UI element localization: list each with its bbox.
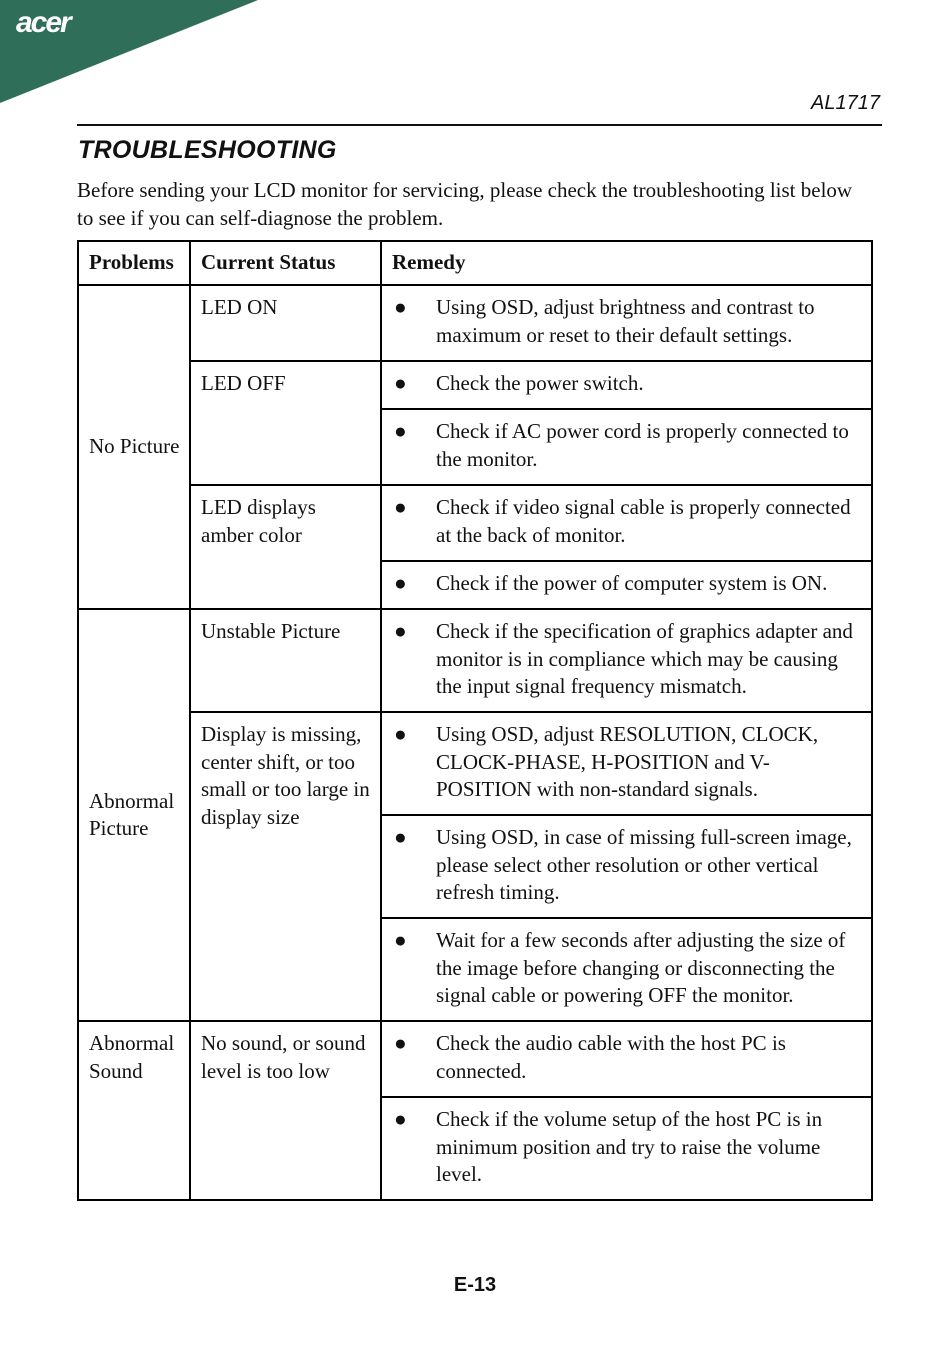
remedy-cell [381, 285, 872, 361]
troubleshooting-table [77, 240, 873, 1201]
page-number: E-13 [453, 1274, 497, 1296]
bullet-icon: ● [394, 295, 407, 319]
status-cell: LED OFF [190, 361, 381, 485]
remedy-text: Check the audio cable with the host PC is connected. [436, 1031, 786, 1083]
bullet-icon: ● [394, 495, 407, 519]
table-row [78, 609, 872, 712]
status-cell: LED displays amber color [190, 485, 381, 609]
remedy-cell [381, 485, 872, 561]
problem-cell: Abnormal Sound [78, 1021, 190, 1200]
remedy-text: Check the power switch. [436, 371, 644, 395]
bullet-icon: ● [394, 419, 407, 443]
intro-paragraph: Before sending your LCD monitor for servicing, please check the troubleshooting list below to see if you can self-diagnose the problem. [77, 178, 853, 230]
table-row [78, 361, 872, 409]
remedy-text: Wait for a few seconds after adjusting the size of the image before changing or disconnecting the signal cable or powering OFF the monitor. [436, 928, 846, 1007]
header-divider [77, 124, 882, 126]
bullet-icon: ● [394, 571, 407, 595]
status-cell: LED ON [190, 285, 381, 361]
status-cell: Display is missing, center shift, or too small or too large in display size [190, 712, 381, 1021]
bullet-icon: ● [394, 928, 407, 952]
remedy-text: Check if the power of computer system is ON. [436, 571, 828, 595]
acer-logo: acer [16, 6, 70, 39]
bullet-icon: ● [394, 722, 407, 746]
table-row [78, 712, 872, 815]
remedy-text: Using OSD, in case of missing full-screen image, please select other resolution or other vertical refresh timing. [436, 825, 852, 904]
remedy-text: Check if AC power cord is properly connected to the monitor. [436, 419, 849, 471]
table-row [78, 1021, 872, 1097]
remedy-cell [381, 712, 872, 815]
bullet-icon: ● [394, 1031, 407, 1055]
remedy-cell [381, 561, 872, 609]
model-number: AL1717 [811, 92, 880, 114]
remedy-cell [381, 1021, 872, 1097]
remedy-text: Check if video signal cable is properly connected at the back of monitor. [436, 495, 851, 547]
table-header-row [78, 241, 872, 285]
status-cell: Unstable Picture [190, 609, 381, 712]
remedy-text: Check if the volume setup of the host PC is in minimum position and try to raise the volume level. [436, 1107, 823, 1186]
remedy-cell [381, 609, 872, 712]
remedy-cell [381, 361, 872, 409]
bullet-icon: ● [394, 825, 407, 849]
problem-cell: No Picture [78, 285, 190, 609]
table-row [78, 485, 872, 561]
problem-cell: Abnormal Picture [78, 609, 190, 1021]
remedy-cell [381, 1097, 872, 1200]
header-current-status: Current Status [190, 241, 381, 285]
remedy-text: Using OSD, adjust brightness and contrast to maximum or reset to their default settings. [436, 295, 815, 347]
bullet-icon: ● [394, 1107, 407, 1131]
status-cell: No sound, or sound level is too low [190, 1021, 381, 1200]
remedy-text: Check if the specification of graphics adapter and monitor is in compliance which may be causing the input signal frequency mismatch. [436, 619, 853, 698]
remedy-cell [381, 409, 872, 485]
bullet-icon: ● [394, 371, 407, 395]
table-row [78, 285, 872, 361]
remedy-text: Using OSD, adjust RESOLUTION, CLOCK, CLOCK-PHASE, H-POSITION and V-POSITION with non-standard signals. [436, 722, 819, 801]
header-remedy: Remedy [381, 241, 872, 285]
page-title: TROUBLESHOOTING [78, 136, 337, 164]
remedy-cell [381, 918, 872, 1021]
bullet-icon: ● [394, 619, 407, 643]
header-problems: Problems [78, 241, 190, 285]
remedy-cell [381, 815, 872, 918]
